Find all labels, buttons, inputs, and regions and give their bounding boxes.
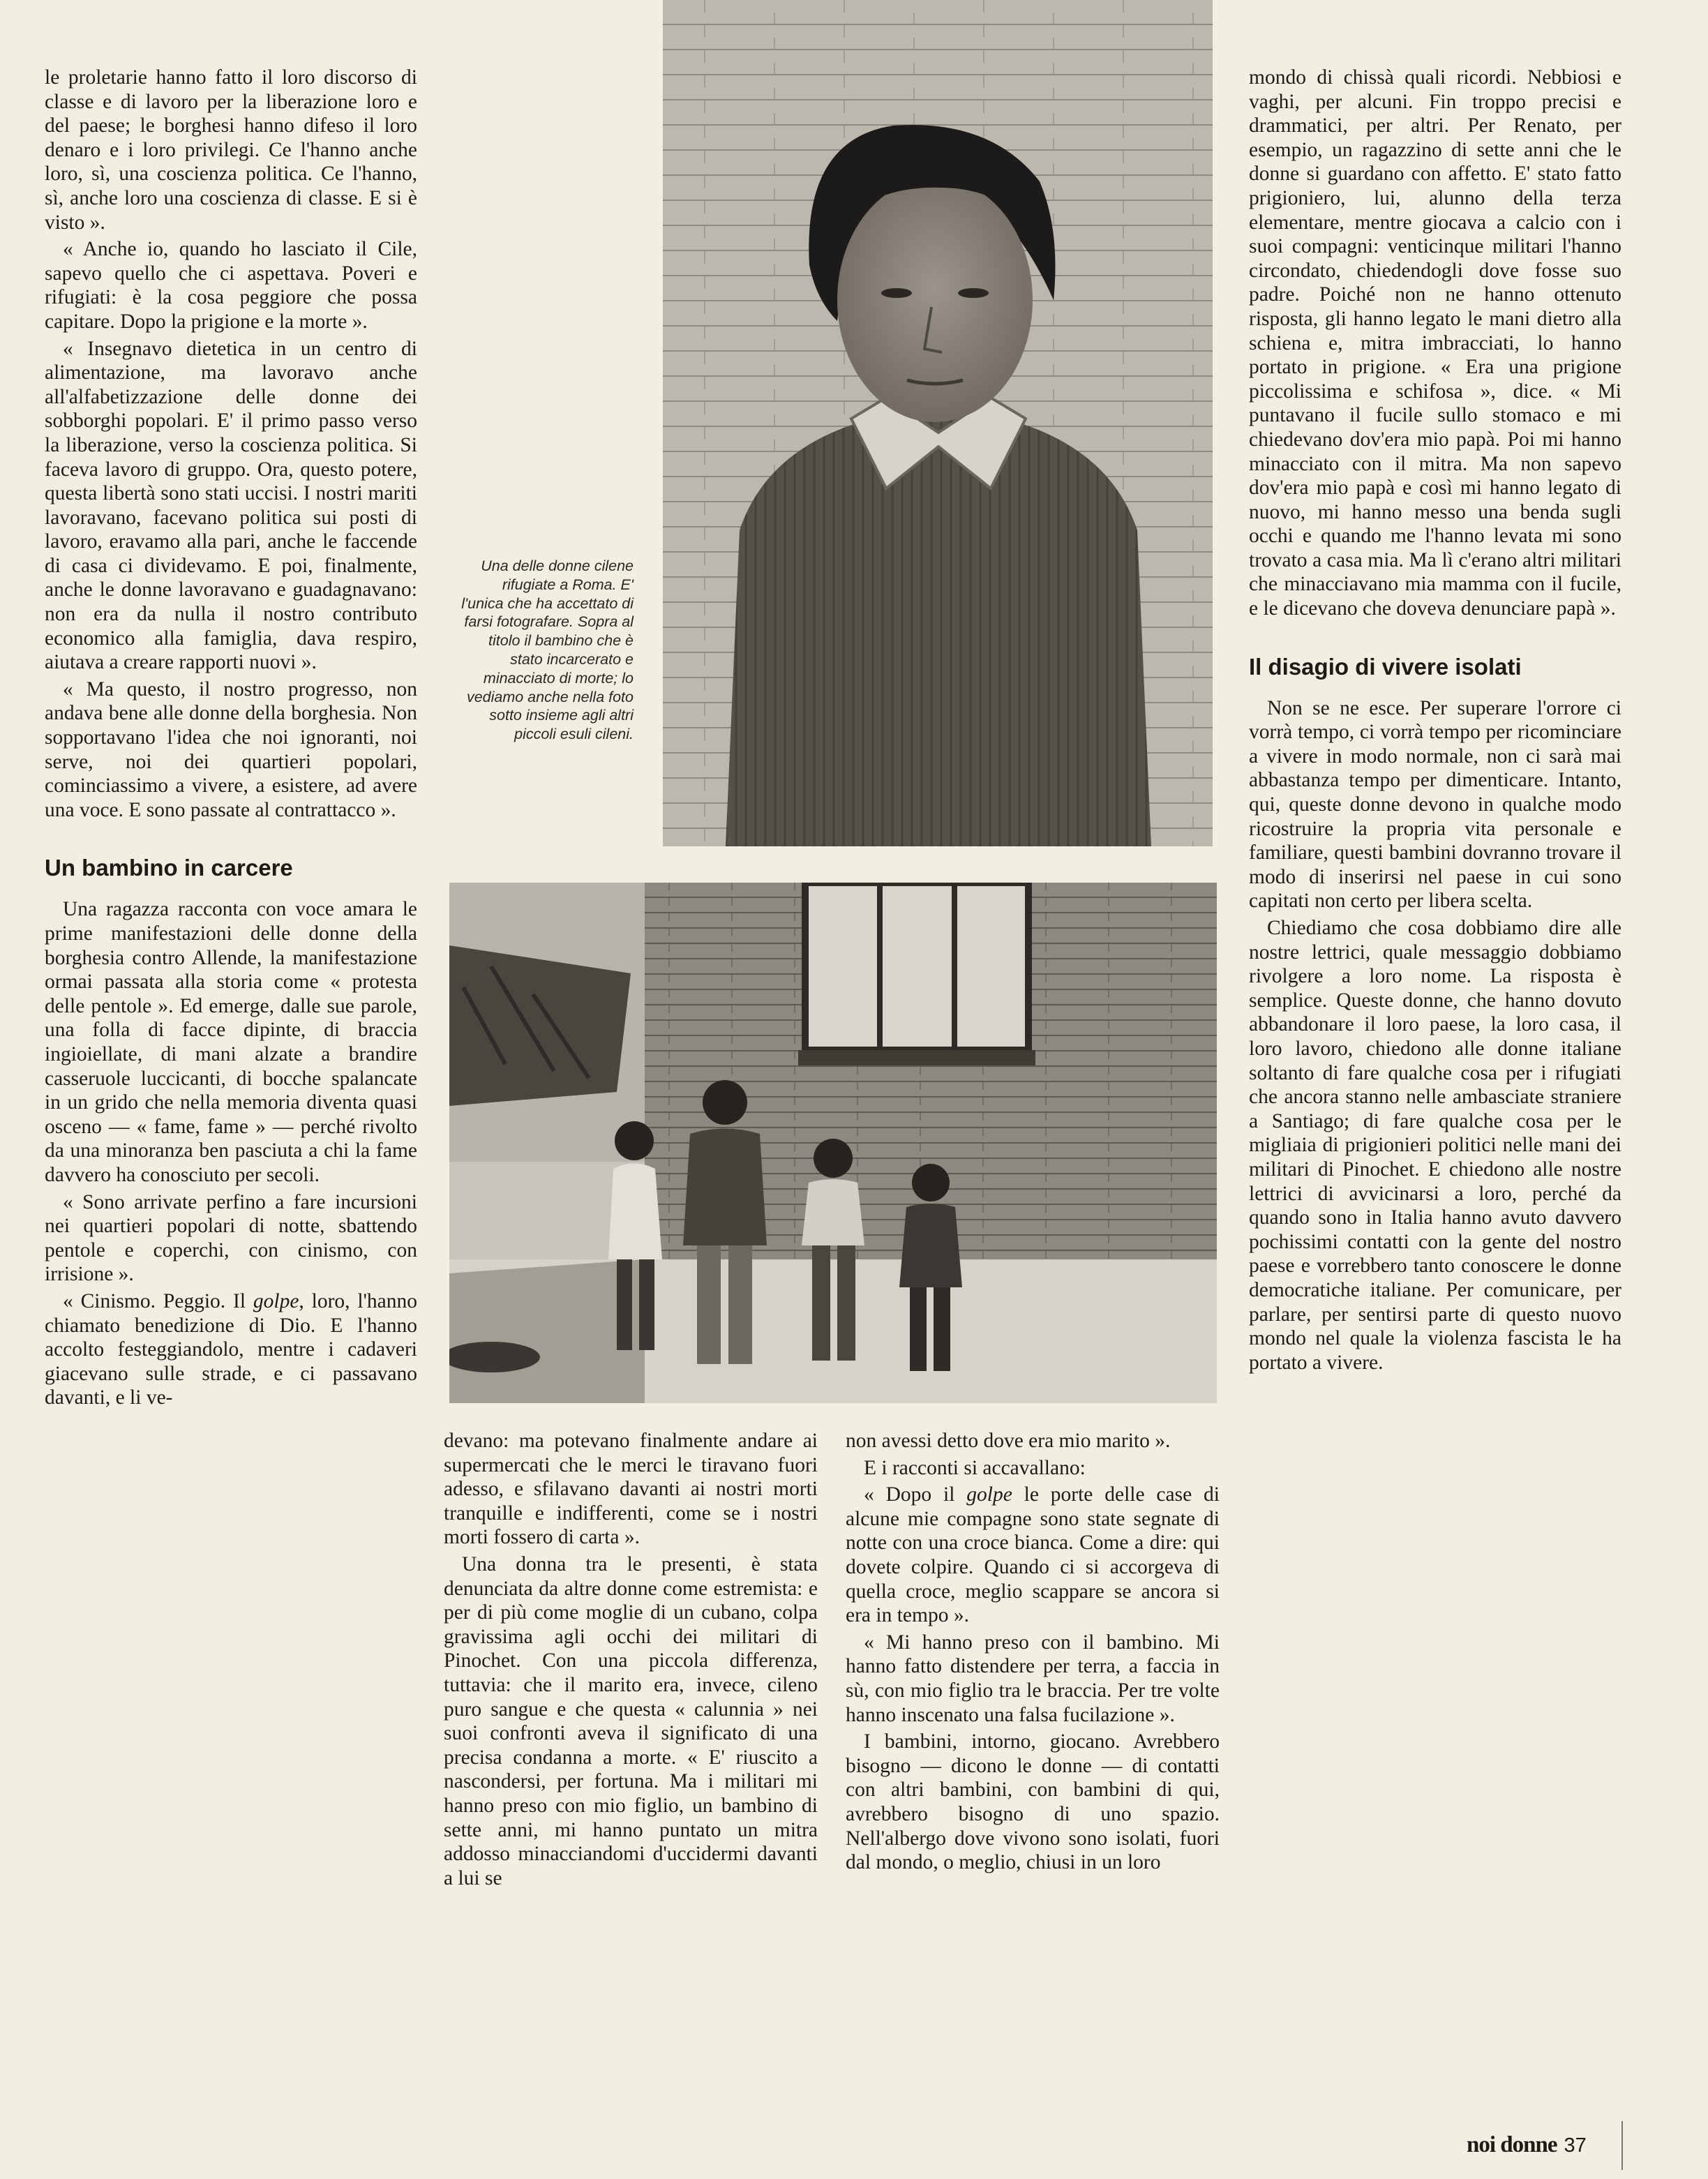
column-1	[45, 66, 417, 1413]
page-number: 37	[1564, 2134, 1587, 2157]
children-photo	[449, 883, 1217, 1403]
paragraph: I bambini, intorno, giocano. Avrebbero bisogno — dicono le donne — di contatti con altri bambini, con bambini di qui, avrebbero bisogno di uno spazio. Nell'albergo dove vivono sono isolati, fuori dal mondo, o meglio, chiusi in un loro	[846, 1730, 1220, 1874]
paragraph: « Insegnavo dietetica in un centro di alimentazione, ma lavoravo anche all'alfabetizzazione delle donne dei sobborghi popolari. E' il primo passo verso la liberazione, verso la coscienza politica. Si faceva lavoro di gruppo. Ora, questo potere, questa libertà sono stati uccisi. I nostri mariti lavoravano, facevano politica sui posti di lavoro, eravamo alla pari, anche le faccende di casa ci dividevamo. E poi, finalmente, anche le donne lavoravano e guadagnavano: non era da nulla il nostro contributo economico alla famiglia, dava respiro, aiutava a creare rapporti nuovi ».	[45, 337, 417, 674]
paragraph: Non se ne esce. Per superare l'orrore ci vorrà tempo, ci vorrà tempo per ricominciare a vivere in modo normale, non ci sarà mai abbastanza tempo per dimenticare. Intanto, qui, queste donne devono in qualche modo ricostruire la propria vita personale e familiare, questi bambini dovranno trovare il modo di inserirsi nel paese in cui sono capitati non certo per libera scelta.	[1249, 696, 1621, 913]
paragraph: le proletarie hanno fatto il loro discorso di classe e di lavoro per la liberazione loro e del paese; le borghesi hanno difeso il loro denaro e i loro privilegi. Ce l'hanno anche loro, sì, una coscienza politica. Ce l'hanno, sì, anche loro una coscienza di classe. E si è visto ».	[45, 66, 417, 234]
children-photo-image	[449, 883, 1217, 1403]
footer-divider	[1621, 2121, 1623, 2170]
paragraph: mondo di chissà quali ricordi. Nebbiosi e vaghi, per alcuni. Fin troppo precisi e drammatici, per altri. Per Renato, per esempio, un ragazzino di sette anni che le donne si guardano con affetto. E' stato fatto prigioniero, lui, alunno della terza elementare, mentre giocava a calcio con i suoi compagni: venticinque militari l'hanno circondato, chiedendogli dove fosse suo padre. Poiché non ne hanno ottenuto risposta, gli hanno legato le mani dietro alla schiena e, mitra imbracciati, lo hanno portato in prigione. « Era una prigione piccolissima e schifosa », dice. « Mi puntavano il fucile sullo stomaco e mi chiedevano dov'era mio papà. Poi mi hanno minacciato con il mitra. Ma non sapevo dov'era mio papà e così mi hanno legato di nuovo, mi hanno messo una benda sugli occhi e quando me l'hanno levata mi sono trovato a casa mia. Ma lì c'erano altri militari che minacciavano mia mamma con il fucile, e le dicevano che doveva denunciare papà ».	[1249, 66, 1621, 620]
page-footer	[1467, 2132, 1587, 2158]
column-3	[846, 1429, 1220, 1878]
paragraph: « Ma questo, il nostro progresso, non andava bene alle donne della borghesia. Non sopportavano l'idea che noi ignoranti, noi serve, noi dei quartieri popolari, cominciassimo a vivere, a esistere, ad avere una voce. E sono passate al contrattacco ».	[45, 677, 417, 821]
paragraph: non avessi detto dove era mio marito ».	[846, 1430, 1171, 1452]
paragraph: « Cinismo. Peggio. Il golpe, loro, l'hanno chiamato benedizione di Dio. E l'hanno accolto festeggiandolo, mentre i cadaveri giacevano sulle strade, e ci passavano davanti, e li ve-	[45, 1289, 417, 1409]
section-heading: Un bambino in carcere	[45, 855, 293, 881]
paragraph: « Anche io, quando ho lasciato il Cile, sapevo quello che ci aspettava. Poveri e rifugiati: è la cosa peggiore che possa capitare. Dopo la prigione e la morte ».	[45, 238, 417, 333]
paragraph: devano: ma potevano finalmente andare ai supermercati che le merci le tiravano fuori adesso, e sfilavano davanti ai nostri morti tranquille e indifferenti, come se i nostri morti fossero di carta ».	[444, 1430, 818, 1549]
paragraph: Una donna tra le presenti, è stata denunciata da altre donne come estremista: e per di più come moglie di un cubano, colpa gravissima agli occhi dei militari di Pinochet. Con una piccola differenza, tuttavia: che il marito era, invece, cileno puro sangue e che questa « calunnia » nei suoi confronti aveva il significato di una precisa condanna a morte. « E' riuscito a nascondersi, per fortuna. Ma i militari mi hanno preso con mio figlio, un bambino di sette anni, mi hanno puntato un mitra addosso minacciandomi d'uccidermi davanti a lui se	[444, 1552, 818, 1889]
paragraph: « Sono arrivate perfino a fare incursioni nei quartieri popolari di notte, sbattendo pentole e coperchi, con cinismo, con irrisione ».	[45, 1190, 417, 1286]
photo-caption: Una delle donne cilene rifugiate a Roma. E' l'unica che ha accettato di farsi fotografare. Sopra al titolo il bambino che è stato incarcerato e minacciato di morte; lo vediamo anche nella foto sotto insieme agli altri piccoli esuli cileni.	[461, 557, 634, 743]
paragraph: E i racconti si accavallano:	[864, 1456, 1086, 1479]
paragraph: Una ragazza racconta con voce amara le prime manifestazioni delle donne della borghesia contro Allende, la manifestazione ormai passata alla storia come « protesta delle pentole ». Ed emerge, dalle sue parole, una folla di facce dipinte, di braccia ingioiellate, di mani alzate a brandire casseruole luccicanti, di bocche spalancate in un grido che nella memoria diventa quasi osceno — « fame, fame » — perché rivolto da una minoranza ben pasciuta a chi la fame davvero ha conosciuto per secoli.	[45, 898, 417, 1186]
paragraph: « Mi hanno preso con il bambino. Mi hanno fatto distendere per terra, a faccia in sù, con mio figlio tra le braccia. Per tre volte hanno inscenato una falsa fucilazione ».	[846, 1631, 1220, 1726]
column-4	[1249, 66, 1621, 1377]
magazine-name: noi donne	[1467, 2132, 1557, 2157]
paragraph: Chiediamo che cosa dobbiamo dire alle nostre lettrici, quale messaggio dobbiamo rivolgere a loro nome. La risposta è semplice. Queste donne, che hanno dovuto abbandonare il loro paese, la loro casa, il loro lavoro, chiedono alle donne italiane soltanto di fare qualche cosa per i rifugiati che ancora stanno nelle ambasciate straniere a Santiago; di fare qualche cosa per le migliaia di prigionieri politici nelle mani dei militari di Pinochet. E chiedono alle nostre lettrici di avvicinarsi a loro, perché da quando sono in Italia hanno avuto davvero pochissimi contatti con la gente del nostro paese e vorrebbero tanto conoscere le donne democratiche italiane. Per comunicare, per parlare, per sentirsi parte di questo nuovo mondo nel quale la violenza fascista le ha portato a vivere.	[1249, 917, 1621, 1374]
section-heading: Il disagio di vivere isolati	[1249, 653, 1522, 680]
paragraph: « Dopo il golpe le porte delle case di alcune mie compagne sono state segnate di notte con una croce bianca. Come a dire: qui dovete colpire. Quando ci si accorgeva di quella croce, meglio scappare se ancora si era in tempo ».	[846, 1483, 1220, 1627]
portrait-photo-image	[663, 0, 1213, 846]
column-2	[444, 1429, 818, 1893]
portrait-photo	[663, 0, 1213, 846]
